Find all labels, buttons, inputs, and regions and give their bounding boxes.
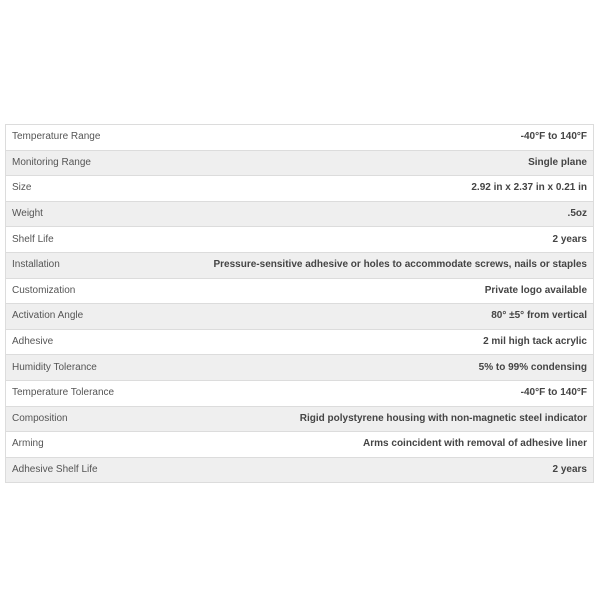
spec-label: Weight xyxy=(6,201,199,227)
spec-value: Rigid polystyrene housing with non-magnetic steel indicator xyxy=(198,406,594,432)
spec-label: Composition xyxy=(6,406,199,432)
spec-row-size xyxy=(6,176,594,202)
spec-label: Monitoring Range xyxy=(6,150,199,176)
spec-label: Adhesive Shelf Life xyxy=(6,457,199,483)
spec-row-temperature-range xyxy=(6,125,594,151)
spec-value: Private logo available xyxy=(198,278,594,304)
spec-label: Activation Angle xyxy=(6,304,199,330)
spec-label: Shelf Life xyxy=(6,227,199,253)
spec-label: Customization xyxy=(6,278,199,304)
spec-value: 2 mil high tack acrylic xyxy=(198,329,594,355)
spec-value: 2 years xyxy=(198,457,594,483)
spec-row-adhesive-shelf-life xyxy=(6,457,594,483)
spec-value: 2 years xyxy=(198,227,594,253)
spec-row-temperature-tolerance xyxy=(6,380,594,406)
spec-value: Pressure-sensitive adhesive or holes to accommodate screws, nails or staples xyxy=(198,252,594,278)
spec-label: Size xyxy=(6,176,199,202)
spec-row-adhesive xyxy=(6,329,594,355)
spec-row-humidity-tolerance xyxy=(6,355,594,381)
spec-row-installation xyxy=(6,252,594,278)
spec-value: .5oz xyxy=(198,201,594,227)
spec-label: Temperature Range xyxy=(6,125,199,151)
spec-row-shelf-life xyxy=(6,227,594,253)
spec-label: Arming xyxy=(6,432,199,458)
spec-row-composition xyxy=(6,406,594,432)
spec-label: Adhesive xyxy=(6,329,199,355)
spec-row-activation-angle xyxy=(6,304,594,330)
spec-row-arming xyxy=(6,432,594,458)
spec-value: Single plane xyxy=(198,150,594,176)
spec-value: 80° ±5° from vertical xyxy=(198,304,594,330)
spec-row-monitoring-range xyxy=(6,150,594,176)
spec-label: Humidity Tolerance xyxy=(6,355,199,381)
spec-value: 2.92 in x 2.37 in x 0.21 in xyxy=(198,176,594,202)
spec-row-customization xyxy=(6,278,594,304)
spec-label: Temperature Tolerance xyxy=(6,380,199,406)
spec-value: Arms coincident with removal of adhesive liner xyxy=(198,432,594,458)
specifications-table xyxy=(5,124,594,483)
spec-row-weight xyxy=(6,201,594,227)
spec-value: -40°F to 140°F xyxy=(198,125,594,151)
spec-label: Installation xyxy=(6,252,199,278)
spec-value: 5% to 99% condensing xyxy=(198,355,594,381)
spec-value: -40°F to 140°F xyxy=(198,380,594,406)
